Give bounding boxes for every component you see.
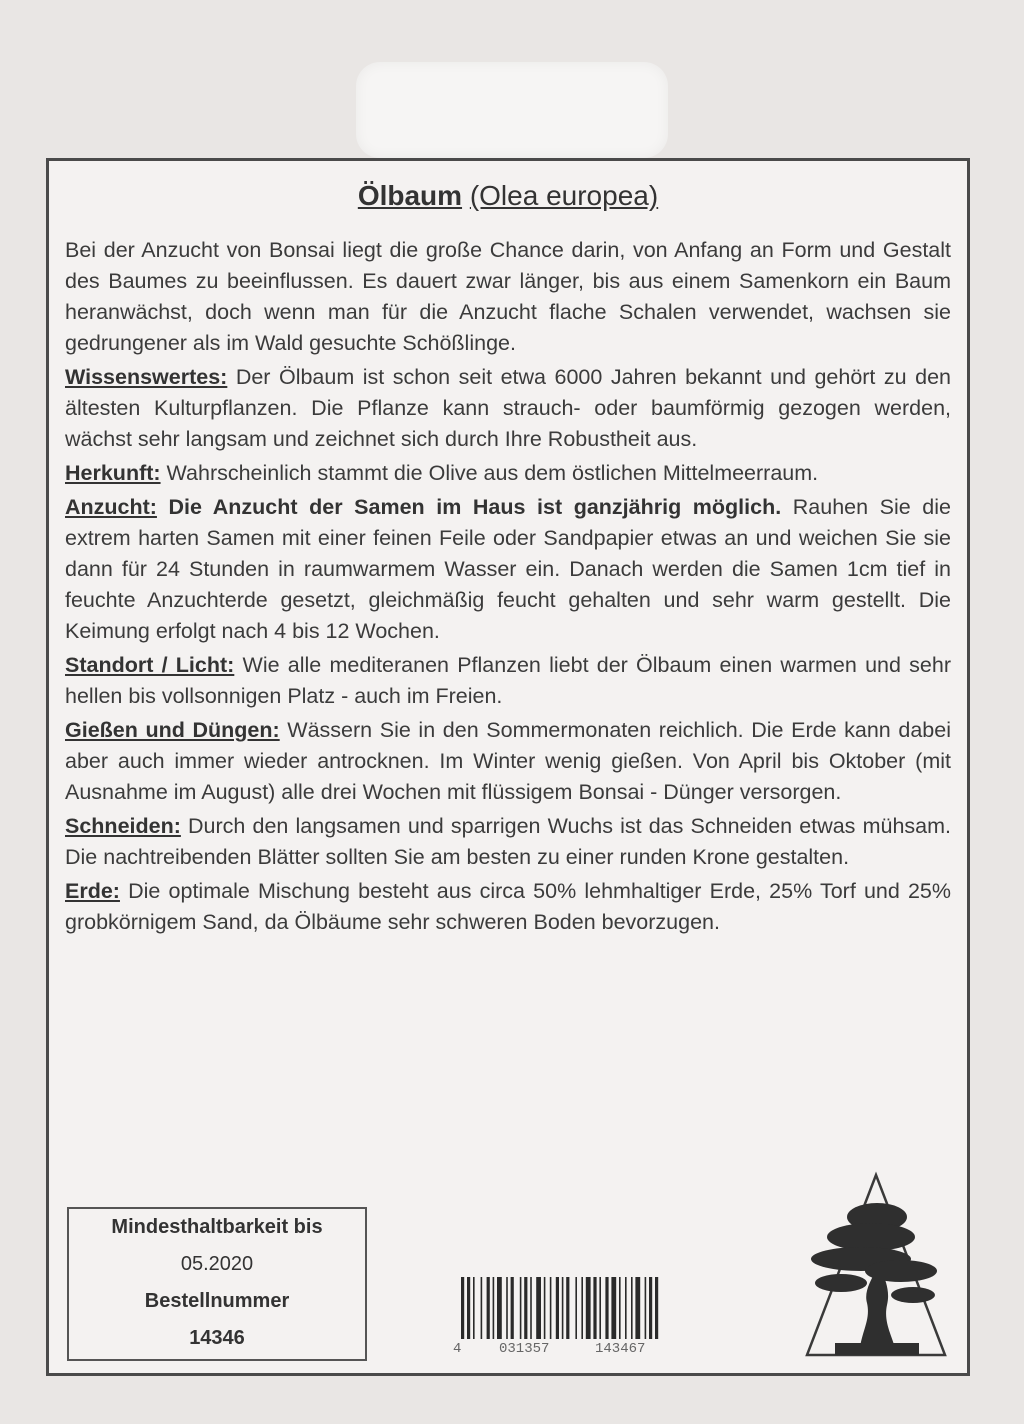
section-heading: Schneiden: [65, 814, 181, 838]
section-erde [65, 876, 951, 938]
barcode-group-right: 143467 [595, 1341, 646, 1357]
section-herkunft [65, 458, 951, 489]
section-standort [65, 650, 951, 712]
barcode-bars [459, 1277, 683, 1339]
section-heading: Herkunft: [65, 461, 161, 485]
title-latin: (Olea europea) [469, 180, 659, 211]
hang-tab [356, 62, 668, 158]
best-before-label: Mindesthaltbarkeit bis [111, 1216, 323, 1238]
barcode-digit-first: 4 [453, 1341, 462, 1357]
seed-packet-back [46, 158, 970, 1376]
section-text: Wie alle mediteranen Pflanzen liebt der Ölbaum einen warmen und sehr hellen bis vollsonnigen Platz - auch im Freien. [65, 653, 951, 708]
section-emphasis: Die Anzucht der Samen im Haus ist ganzjährig möglich. [156, 495, 782, 519]
barcode [453, 1277, 683, 1357]
order-number-label: Bestellnummer [144, 1290, 290, 1312]
section-heading: Standort / Licht: [65, 653, 235, 677]
section-anzucht [65, 492, 951, 647]
section-text: Wässern Sie in den Sommermonaten reichlich. Die Erde kann dabei aber auch immer wieder antrocknen. Im Winter wenig gießen. Von April bis Oktober (mit Ausnahme im August) alle drei Wochen mit flüssigem Bonsai - Dünger versorgen. [65, 718, 951, 804]
section-heading: Erde: [65, 879, 120, 903]
info-box [67, 1207, 367, 1361]
description [65, 235, 951, 941]
title-main: Ölbaum [357, 180, 463, 211]
section-giessen [65, 715, 951, 808]
page-title [49, 179, 967, 213]
barcode-group-left: 031357 [499, 1341, 550, 1357]
best-before-value: 05.2020 [180, 1253, 254, 1275]
section-heading: Gießen und Düngen: [65, 718, 280, 742]
section-text: Durch den langsamen und sparrigen Wuchs ist das Schneiden etwas mühsam. Die nachtreibenden Blätter sollten Sie am besten zu einer runden Krone gestalten. [65, 814, 951, 869]
order-number-value: 14346 [189, 1327, 245, 1349]
section-text: Der Ölbaum ist schon seit etwa 6000 Jahren bekannt und gehört zu den ältesten Kulturpflanzen. Die Pflanze kann strauch- oder baumförmig gezogen werden, wächst sehr langsam und zeichnet sich durch Ihre Robustheit aus. [65, 365, 951, 451]
bonsai-tree-triangle-icon [801, 1171, 951, 1361]
section-heading: Anzucht: [65, 495, 157, 519]
section-text: Wahrscheinlich stammt die Olive aus dem östlichen Mittelmeerraum. [160, 461, 819, 485]
section-heading: Wissenswertes: [65, 365, 228, 389]
section-text: Rauhen Sie die extrem harten Samen mit einer feinen Feile oder Sandpapier etwas an und weichen Sie sie dann für 24 Stunden in raumwarmem Wasser ein. Danach werden die Samen 1cm tief in feuchte Anzuchterde gesetzt, gleichmäßig feucht gehalten und sehr warm gestellt. Die Keimung erfolgt nach 4 bis 12 Wochen. [65, 495, 952, 643]
section-wissenswertes [65, 362, 951, 455]
section-schneiden [65, 811, 951, 873]
intro-paragraph: Bei der Anzucht von Bonsai liegt die große Chance darin, von Anfang an Form und Gestalt des Baumes zu beeinflussen. Es dauert zwar länger, bis aus einem Samenkorn ein Baum heranwächst, doch wenn man für die Anzucht flache Schalen verwendet, wachsen sie gedrungener als im Wald gesuchte Schößlinge. [65, 238, 951, 355]
section-text: Die optimale Mischung besteht aus circa 50% lehmhaltiger Erde, 25% Torf und 25% grobkörnigem Sand, da Ölbäume sehr schweren Boden bevorzugen. [65, 879, 951, 934]
